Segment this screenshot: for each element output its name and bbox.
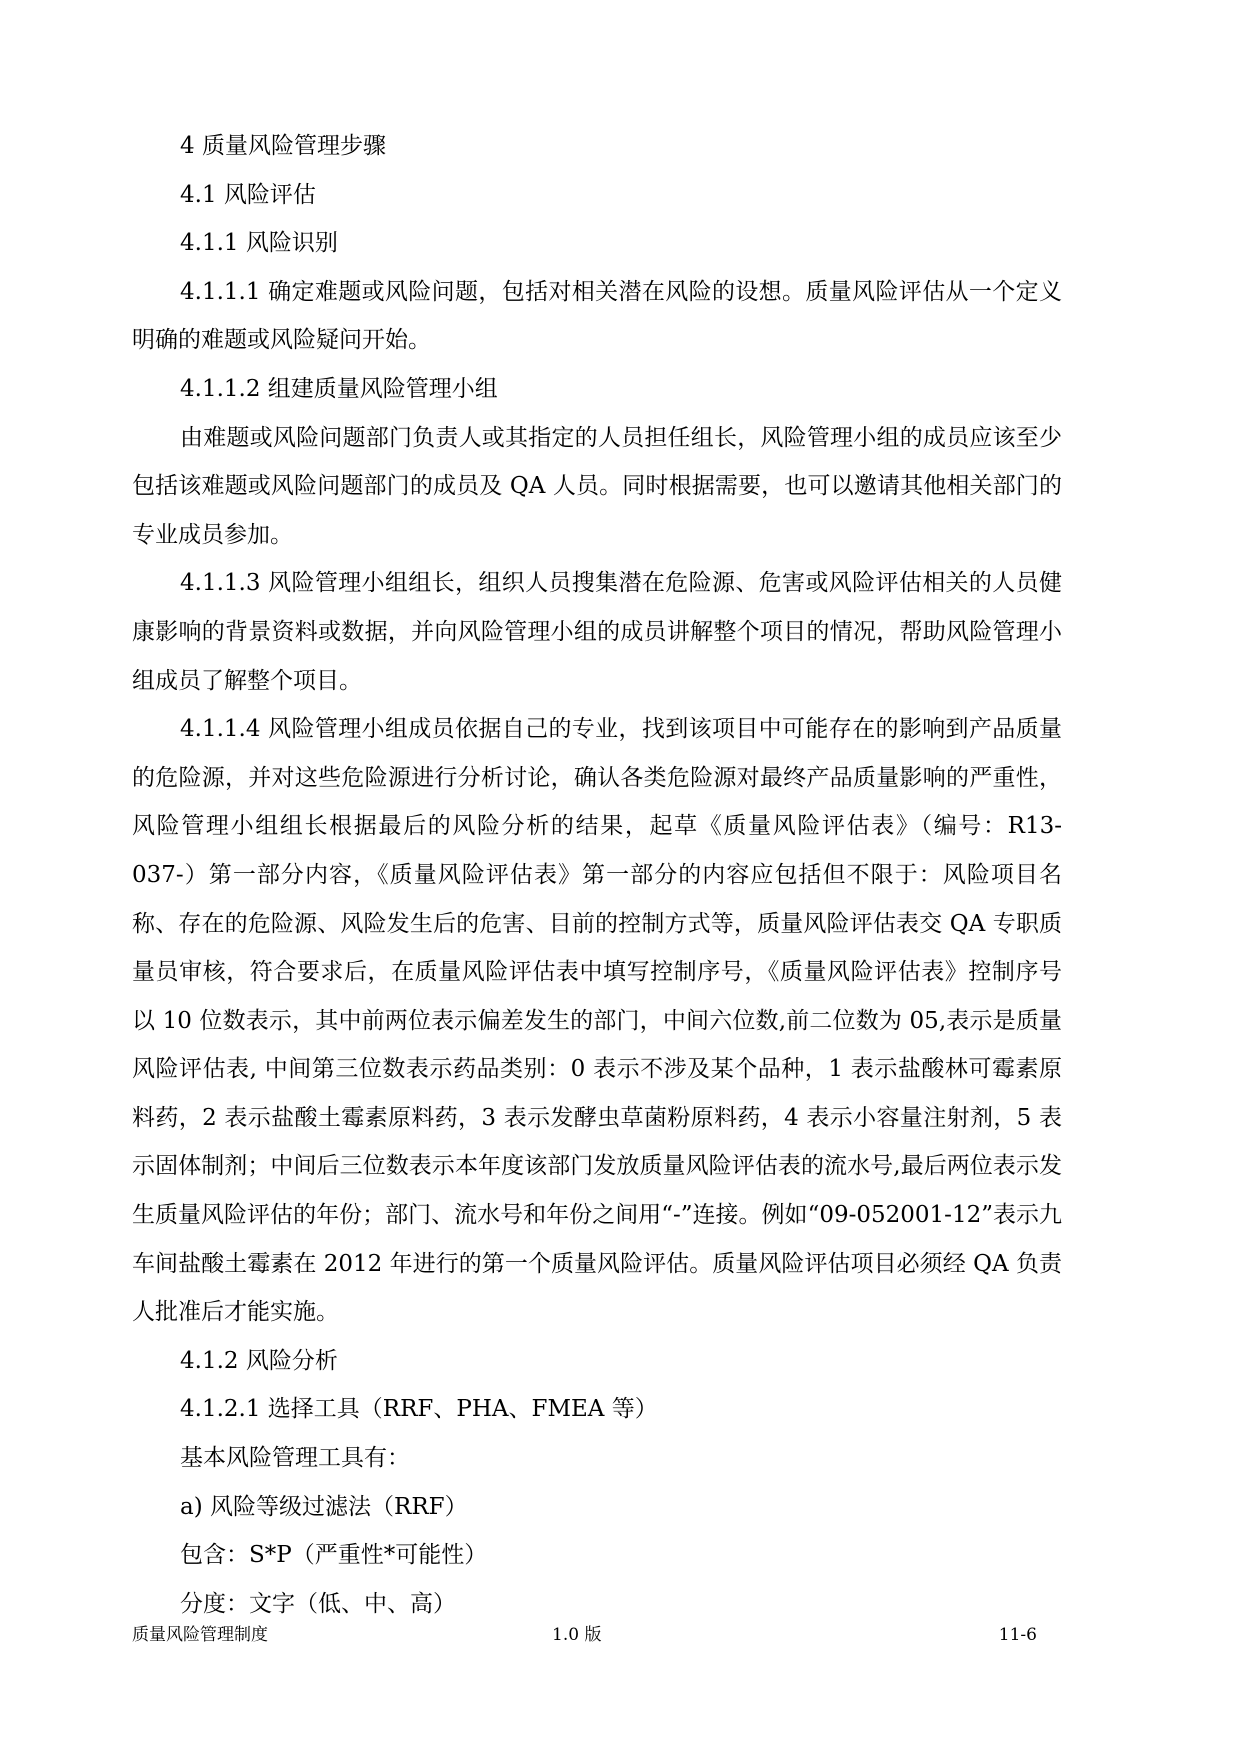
subsection-heading: 4.1.1.2 组建质量风险管理小组	[180, 375, 498, 402]
list-item: a) 风险等级过滤法（RRF）	[180, 1493, 468, 1520]
paragraph: 4.1.1.4 风险管理小组成员依据自己的专业，找到该项目中可能存在的影响到产品质量的危险源，并对这些危险源进行分析讨论，确认各类危险源对最终产品质量影响的严重性，风险管理小组组长根据最后的风险分析的结果，起草《质量风险评估表》（编号：R13-037-）第一部分内容，《质量风险评估表》第一部分的内容应包括但不限于：风险项目名称、存在的危险源、风险发生后的危害、目前的控制方式等，质量风险评估表交 QA 专职质量员审核，符合要求后，在质量风险评估表中填写控制序号，《质量风险评估表》控制序号以 10 位数表示，其中前两位表示偏差发生的部门，中间六位数,前二位数为 05,表示是质量风险评估表, 中间第三位数表示药品类别：0 表示不涉及某个品种，1 表示盐酸林可霉素原料药，2 表示盐酸土霉素原料药，3 表示发酵虫草菌粉原料药，4 表示小容量注射剂，5 表示固体制剂；中间后三位数表示本年度该部门发放质量风险评估表的流水号,最后两位表示发生质量风险评估的年份；部门、流水号和年份之间用“-”连接。例如“09-052001-12”表示九车间盐酸土霉素在 2012 年进行的第一个质量风险评估。质量风险评估项目必须经 QA 负责人批准后才能实施。	[132, 716, 1062, 1326]
footer-document-title: 质量风险管理制度	[132, 1625, 268, 1645]
paragraph: 由难题或风险问题部门负责人或其指定的人员担任组长，风险管理小组的成员应该至少包括该难题或风险问题部门的成员及 QA 人员。同时根据需要，也可以邀请其他相关部门的专业成员参加。	[132, 424, 1062, 548]
paragraph: 4.1.1.1 确定难题或风险问题，包括对相关潜在风险的设想。质量风险评估从一个定义明确的难题或风险疑问开始。	[132, 278, 1062, 354]
paragraph: 4.1.1.3 风险管理小组组长，组织人员搜集潜在危险源、危害或风险评估相关的人员健康影响的背景资料或数据，并向风险管理小组的成员讲解整个项目的情况，帮助风险管理小组成员了解整个项目。	[132, 570, 1062, 694]
document-body	[132, 122, 1062, 1628]
subsection-heading: 4.1.1 风险识别	[180, 230, 338, 257]
page-footer	[132, 1620, 1037, 1650]
footer-version: 1.0 版	[552, 1625, 602, 1645]
footer-page-number: 11-6	[998, 1625, 1037, 1645]
section-heading: 4 质量风险管理步骤	[180, 133, 386, 159]
subsection-heading: 4.1.2.1 选择工具（RRF、PHA、FMEA 等）	[180, 1396, 658, 1423]
paragraph: 分度：文字（低、中、高）	[180, 1590, 456, 1617]
paragraph: 包含：S*P（严重性*可能性）	[180, 1542, 488, 1569]
subsection-heading: 4.1 风险评估	[180, 181, 316, 208]
paragraph: 基本风险管理工具有：	[180, 1445, 410, 1472]
subsection-heading: 4.1.2 风险分析	[180, 1347, 338, 1374]
